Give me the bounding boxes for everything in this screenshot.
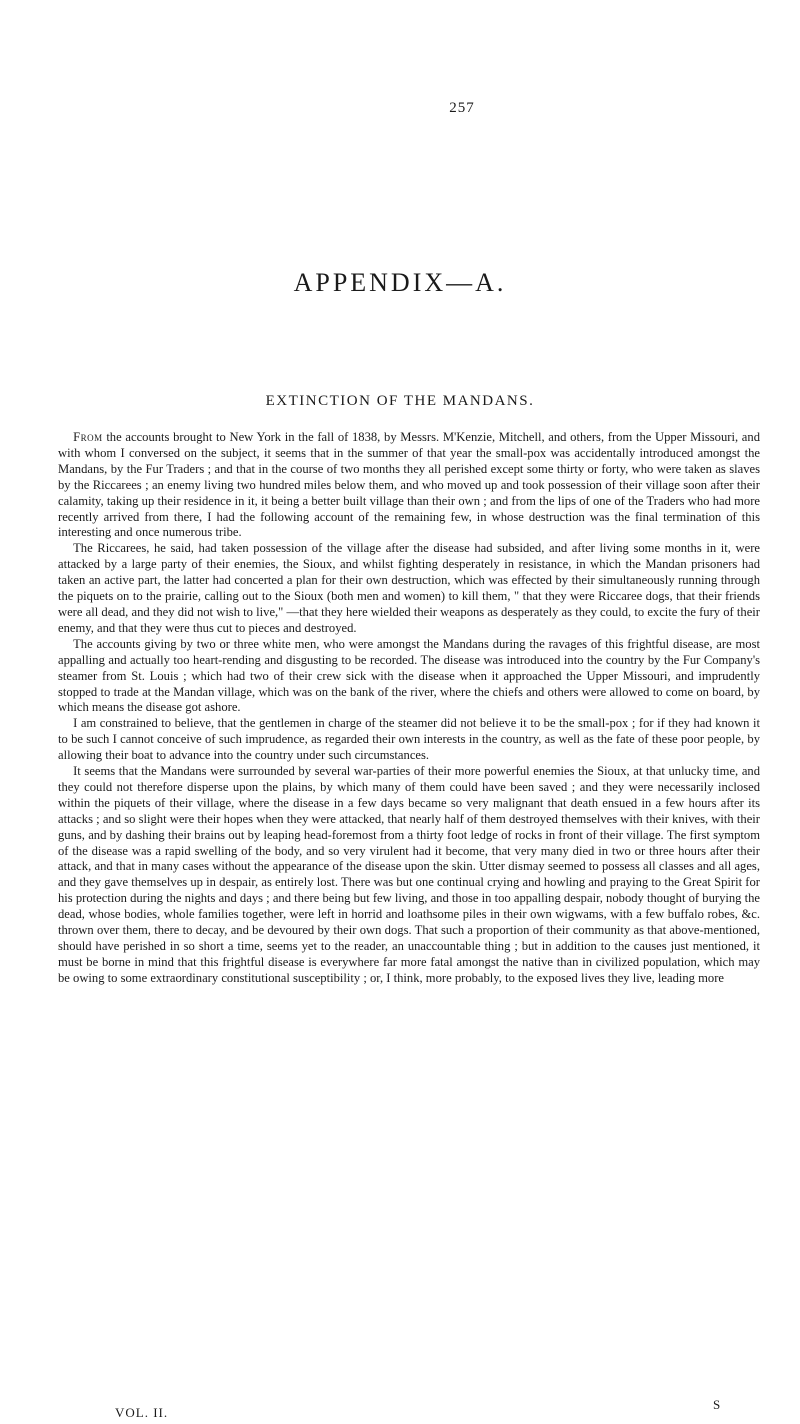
paragraph <box>58 716 760 764</box>
paragraph-text: The accounts giving by two or three white men, who were amongst the Mandans during the ravages of this frightful disease, are most appalling and actually too heart-rending and disgusting to be recorded. The disease was introduced into the country by the Fur Company's steamer from St. Louis ; which had two of their crew sick with the disease when it approached the Upper Missouri, and imprudently stopped to trade at the Mandan village, which was on the bank of the river, where the chiefs and others were allowed to come on board, by which means the disease got ashore. <box>58 636 760 715</box>
section-title: EXTINCTION OF THE MANDANS. <box>265 393 535 409</box>
paragraph-lead: From <box>73 430 103 444</box>
page-number: 257 <box>449 100 475 116</box>
body-text <box>58 430 760 987</box>
paragraph-text: It seems that the Mandans were surrounded by several war-parties of their more powerful enemies the Sioux, at that unlucky time, and they could not therefore disperse upon the plains, by which many of them could have been saved ; and they were necessarily inclosed within the piquets of their village, where the disease in a few days became so very malignant that death ensued in a few hours after its attacks ; and so slight were their hopes when they were attacked, that nearly half of them destroyed themselves with their knives, with their guns, and by dashing their brains out by leaping head-foremost from a thirty foot ledge of rocks in front of their village. The first symptom of the disease was a rapid swelling of the body, and so very virulent had it become, that very many died in two or three hours after their attack, and that in many cases without the appearance of the disease upon the skin. Utter dismay seemed to possess all classes and all ages, and they gave themselves up in despair, as entirely lost. There was but one continual crying and howling and praying to the Great Spirit for his protection during the nights and days ; and there being but few living, and those in too appalling despair, nobody thought of burying the dead, whose bodies, whole families together, were left in horrid and loathsome piles in their own wigwams, with a few buffalo robes, &c. thrown over them, there to decay, and be devoured by their own dogs. That such a proportion of their community as that above-mentioned, should have perished in so short a time, seems yet to the reader, an unaccountable thing ; but in addition to the causes just mentioned, it must be borne in mind that this frightful disease is everywhere far more fatal amongst the native than in civilized population, which may be owing to some extraordinary constitutional susceptibility ; or, I think, more probably, to the exposed lives they live, leading more <box>58 764 760 985</box>
paragraph-text: I am constrained to believe, that the gentlemen in charge of the steamer did not believe it to be the small-pox ; for if they had known it to be such I cannot conceive of such imprudence, as regarded their own interests in the country, as well as the fate of these poor people, by allowing their boat to advance into the country under such circumstances. <box>58 716 760 763</box>
paragraph <box>58 764 760 987</box>
paragraph <box>58 430 760 541</box>
paragraph <box>58 637 760 717</box>
paragraph-text: The Riccarees, he said, had taken possession of the village after the disease had subsided, and after living some months in it, were attacked by a large party of their enemies, the Sioux, and whilst fighting desperately in resistance, in which the Mandan prisoners had taken an active part, the latter had concerted a plan for their own destruction, which was effected by their simultaneously running through the piquets on to the prairie, calling out to the Sioux (both men and women) to kill them, " that they were Riccaree dogs, that their friends were all dead, and they did not wish to live," —that they here wielded their weapons as desperately as they could, to excite the fury of their enemy, and that they were thus cut to pieces and destroyed. <box>58 541 760 635</box>
appendix-title: APPENDIX—A. <box>293 268 507 297</box>
paragraph <box>58 541 760 636</box>
paragraph-text: the accounts brought to New York in the fall of 1838, by Messrs. M'Kenzie, Mitchell, and others, from the Upper Missouri, and with whom I conversed on the subject, it seems that in the summer of that year the small-pox was accidentally introduced amongst the Mandans, by the Fur Traders ; and that in the course of two months they all perished except some thirty or forty, who were taken as slaves by the Riccarees ; an enemy living two hundred miles below them, and who moved up and took possession of their village soon after their calamity, taking up their residence in it, it being a better built village than their own ; and from the lips of one of the Traders who had more recently arrived from there, I had the following account of the remaining few, in whose destruction was the final termination of this interesting and once numerous tribe. <box>58 430 760 540</box>
footer-volume: VOL. II. <box>115 1405 169 1420</box>
footer-signature: S <box>713 1397 721 1412</box>
